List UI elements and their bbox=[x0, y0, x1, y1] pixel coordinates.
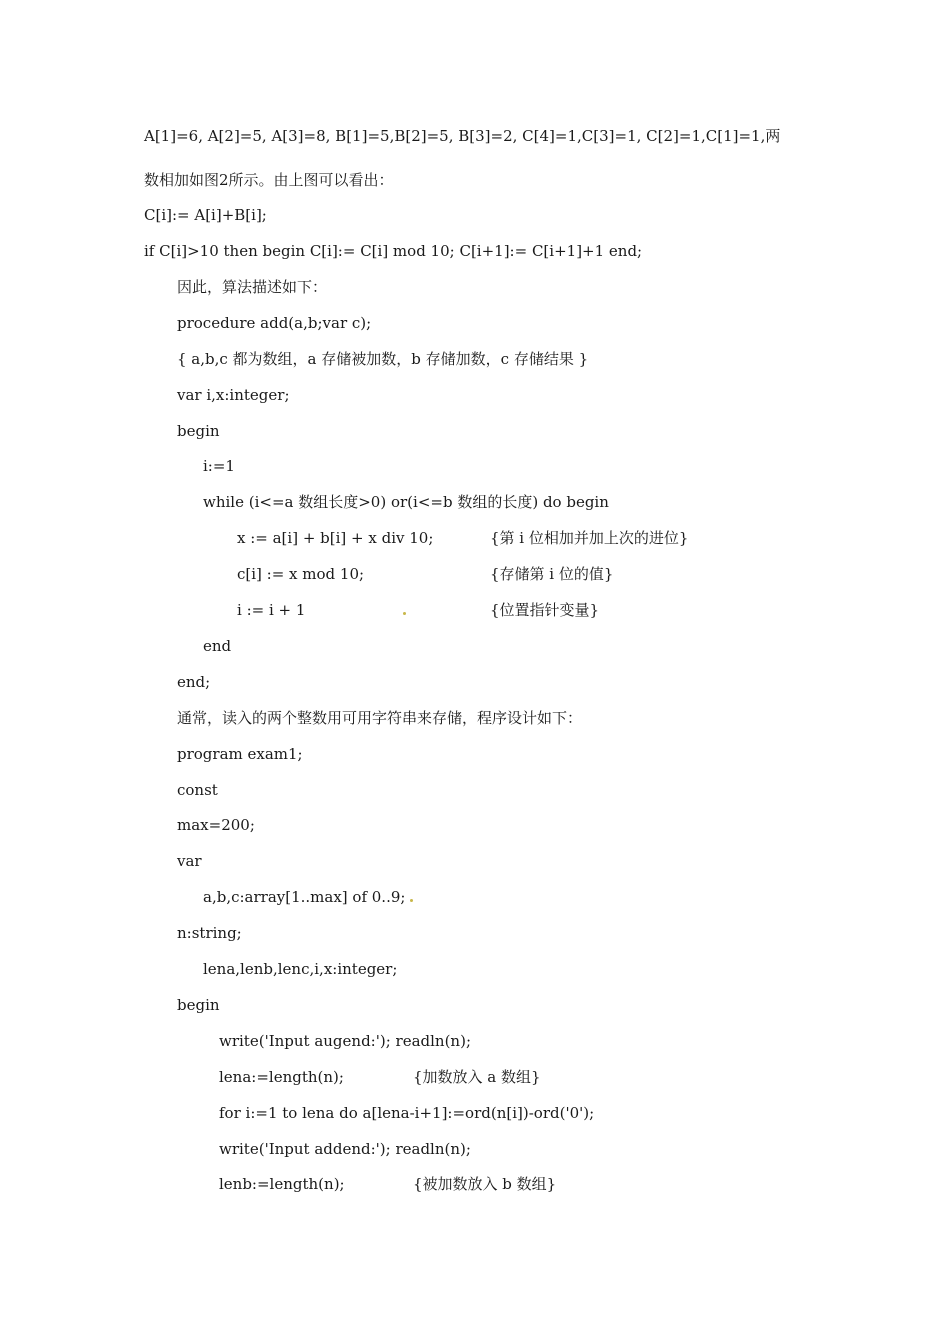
code-line-30: lenb:=length(n); bbox=[219, 1175, 345, 1193]
code-line-14: i := i + 1 bbox=[237, 601, 306, 619]
code-line-19: const bbox=[177, 781, 218, 799]
code-line-6: procedure add(a,b;var c); bbox=[177, 314, 372, 332]
code-line-24: lena,lenb,lenc,i,x:integer; bbox=[203, 960, 398, 978]
code-line-23: n:string; bbox=[177, 924, 242, 942]
code-line-10: i:=1 bbox=[203, 457, 235, 475]
code-comment-2: {存储第 i 位的值} bbox=[490, 565, 614, 583]
code-line-29: write('Input addend:'); readln(n); bbox=[219, 1140, 471, 1158]
code-comment-3: {位置指针变量} bbox=[490, 601, 600, 619]
code-line-11: while (i<=a 数组长度>0) or(i<=b 数组的长度) do begin bbox=[203, 493, 609, 511]
code-comment-line-7: { a,b,c 都为数组，a 存储被加数，b 存储加数，c 存储结果 } bbox=[177, 350, 589, 368]
code-line-4: if C[i]>10 then begin C[i]:= C[i] mod 10; C[i+1]:= C[i+1]+1 end; bbox=[144, 242, 643, 260]
text-line-5: 因此，算法描述如下： bbox=[177, 278, 328, 296]
code-line-13: c[i] := x mod 10; bbox=[237, 565, 365, 583]
code-line-8: var i,x:integer; bbox=[177, 386, 290, 404]
stray-dot-mark-2 bbox=[410, 899, 413, 902]
code-line-25: begin bbox=[177, 996, 220, 1014]
code-line-20: max=200; bbox=[177, 816, 255, 834]
code-line-18: program exam1; bbox=[177, 745, 303, 763]
code-line-15: end bbox=[203, 637, 232, 655]
code-line-21: var bbox=[177, 852, 202, 870]
code-line-9: begin bbox=[177, 422, 220, 440]
stray-dot-mark bbox=[403, 612, 406, 615]
text-line-1: A[1]=6, A[2]=5, A[3]=8, B[1]=5,B[2]=5, B[3]=2, C[4]=1,C[3]=1, C[2]=1,C[1]=1,两 bbox=[144, 127, 781, 145]
code-comment-4: {加数放入 a 数组} bbox=[413, 1068, 541, 1086]
code-comment-1: {第 i 位相加并加上次的进位} bbox=[490, 529, 689, 547]
code-line-22: a,b,c:array[1..max] of 0..9; bbox=[203, 888, 406, 906]
code-line-26: write('Input augend:'); readln(n); bbox=[219, 1032, 471, 1050]
text-line-2: 数相加如图2所示。由上图可以看出： bbox=[144, 171, 394, 189]
code-line-28: for i:=1 to lena do a[lena-i+1]:=ord(n[i])-ord('0'); bbox=[219, 1104, 595, 1122]
code-line-12: x := a[i] + b[i] + x div 10; bbox=[237, 529, 434, 547]
code-line-3: C[i]:= A[i]+B[i]; bbox=[144, 206, 267, 224]
code-comment-5: {被加数放入 b 数组} bbox=[413, 1175, 557, 1193]
code-line-27: lena:=length(n); bbox=[219, 1068, 344, 1086]
text-line-17: 通常，读入的两个整数用可用字符串来存储，程序设计如下： bbox=[177, 709, 583, 727]
code-line-16: end; bbox=[177, 673, 211, 691]
